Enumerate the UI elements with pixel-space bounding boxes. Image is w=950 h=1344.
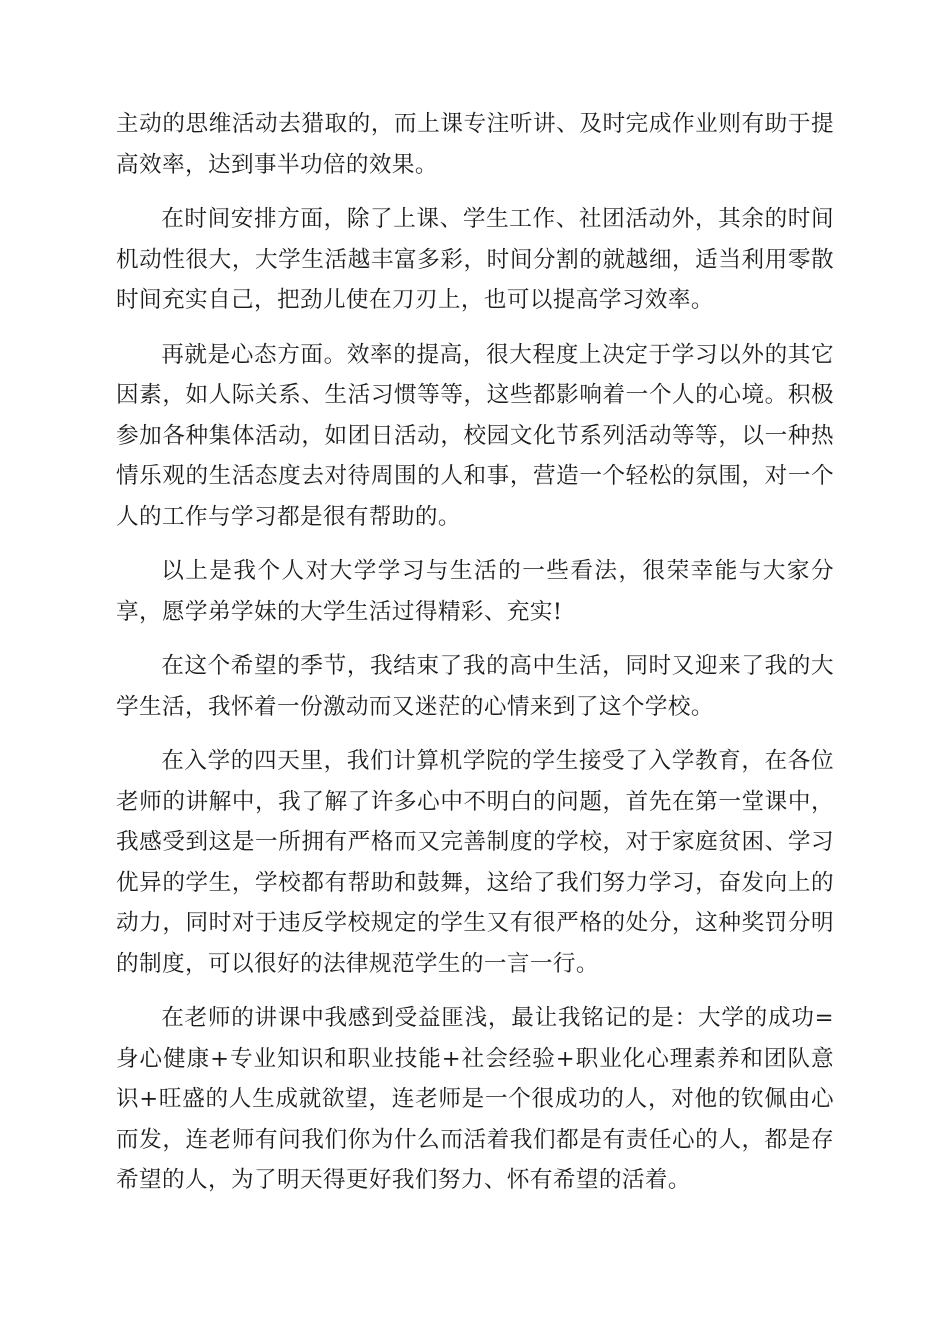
paragraph-3: 再就是心态方面。效率的提高，很大程度上决定于学习以外的其它因素，如人际关系、生活习惯等等，这些都影响着一个人的心境。积极参加各种集体活动，如团日活动，校园文化节系列活动等等，以一种热情乐观的生活态度去对待周围的人和事，营造一个轻松的氛围，对一个人的工作与学习都是很有帮助的。 [116,341,834,530]
paragraph-5: 在这个希望的季节，我结束了我的高中生活，同时又迎来了我的大学生活，我怀着一份激动而又迷茫的心情来到了这个学校。 [116,653,834,720]
document-body [116,104,834,1215]
paragraph-2: 在时间安排方面，除了上课、学生工作、社团活动外，其余的时间机动性很大，大学生活越丰富多彩，时间分割的就越细，适当利用零散时间充实自己，把劲儿使在刀刃上，也可以提高学习效率。 [116,206,834,313]
paragraph-4: 以上是我个人对大学学习与生活的一些看法，很荣幸能与大家分享，愿学弟学妹的大学生活过得精彩、充实! [116,558,834,625]
paragraph-7: 在老师的讲课中我感到受益匪浅，最让我铭记的是：大学的成功=身心健康+专业知识和职业技能+社会经验+职业化心理素养和团队意识+旺盛的人生成就欲望，连老师是一个很成功的人，对他的钦佩由心而发，连老师有问我们你为什么而活着我们都是有责任心的人，都是存希望的人，为了明天得更好我们努力、怀有希望的活着。 [116,1005,834,1193]
paragraph-1: 主动的思维活动去猎取的，而上课专注听讲、及时完成作业则有助于提高效率，达到事半功倍的效果。 [116,111,834,178]
paragraph-6: 在入学的四天里，我们计算机学院的学生接受了入学教育，在各位老师的讲解中，我了解了许多心中不明白的问题，首先在第一堂课中，我感受到这是一所拥有严格而又完善制度的学校，对于家庭贫困、学习优异的学生，学校都有帮助和鼓舞，这给了我们努力学习，奋发向上的动力，同时对于违反学校规定的学生又有很严格的处分，这种奖罚分明的制度，可以很好的法律规范学生的一言一行。 [116,748,834,977]
